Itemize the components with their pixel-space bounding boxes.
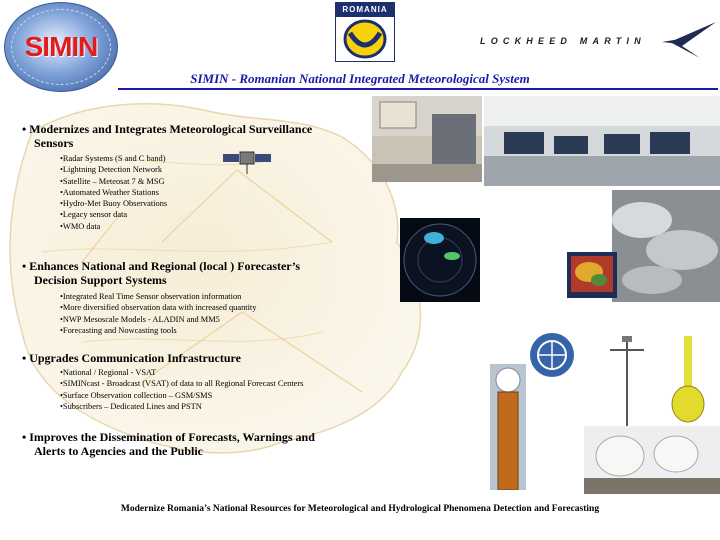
list-item: •Legacy sensor data [60, 210, 128, 220]
building-photo [372, 96, 482, 182]
heading-line: Alerts to Agencies and the Public [34, 444, 203, 458]
weather-buoy-photo [668, 330, 708, 432]
page-title: SIMIN - Romanian National Integrated Meteorological System [190, 71, 530, 86]
heading-line: • Improves the Dissemination of Forecasts, Warnings and [22, 430, 315, 444]
list-item: •Hydro-Met Buoy Observations [60, 199, 168, 209]
section-heading-communication [22, 351, 362, 365]
inmh-emblem-icon [342, 19, 388, 59]
sensor-list [60, 153, 167, 232]
communication-list [60, 367, 303, 412]
list-item: •Automated Weather Stations [60, 187, 159, 197]
list-item: •Forecasting and Nowcasting tools [60, 325, 177, 335]
lockheed-martin-star-icon [660, 20, 718, 60]
list-item: •Radar Systems (S and C band) [60, 154, 166, 163]
satellite-dishes-photo [584, 426, 720, 494]
list-item: •Surface Observation collection – GSM/SMS [60, 390, 213, 400]
section-heading-sensors [22, 122, 372, 150]
list-item: •Lightning Detection Network [60, 165, 163, 175]
section-heading-decision-support [22, 259, 362, 287]
list-item: •More diversified observation data with increased quantity [60, 303, 257, 313]
list-item: •NWP Mesoscale Models - ALADIN and MM5 [60, 314, 220, 324]
heading-line: Sensors [34, 136, 74, 150]
heading-line: • Enhances National and Regional (local ) Forecaster’s [22, 259, 301, 273]
forecast-map-photo [567, 252, 617, 298]
list-item: •Subscribers – Dedicated Lines and PSTN [60, 401, 202, 411]
romania-logo [335, 2, 395, 62]
heading-line: • Upgrades Communication Infrastructure [22, 351, 241, 365]
heading-line: • Modernizes and Integrates Meteorological Surveillance [22, 122, 313, 136]
list-item: •SIMINcast - Broadcast (VSAT) of data to all Regional Forecast Centers [60, 379, 304, 389]
operations-room-photo [484, 96, 720, 186]
list-item: •WMO data [60, 221, 101, 231]
wmo-emblem [527, 326, 577, 384]
lockheed-martin-logo-text: LOCKHEED MARTIN [480, 36, 646, 46]
list-item: •Satellite – Meteosat 7 & MSG [60, 176, 165, 186]
list-item: •Integrated Real Time Sensor observation information [60, 292, 242, 301]
section-heading-dissemination [22, 430, 372, 458]
decision-support-list [60, 291, 256, 336]
simin-logo-text: SIMIN [24, 31, 98, 62]
radar-display-photo [400, 218, 480, 302]
romania-logo-text: ROMANIA [336, 3, 394, 17]
radar-tower-photo [490, 364, 526, 490]
wind-sensor-mast-photo [600, 330, 654, 432]
heading-line: Decision Support Systems [34, 273, 167, 287]
list-item: •National / Regional - VSAT [60, 368, 157, 377]
footer-caption: Modernize Romania’s National Resources for Meteorological and Hydrological Phenomena Detection and Forecasting [120, 504, 600, 514]
title-divider [118, 88, 718, 90]
satellite-cloud-image [612, 190, 720, 302]
